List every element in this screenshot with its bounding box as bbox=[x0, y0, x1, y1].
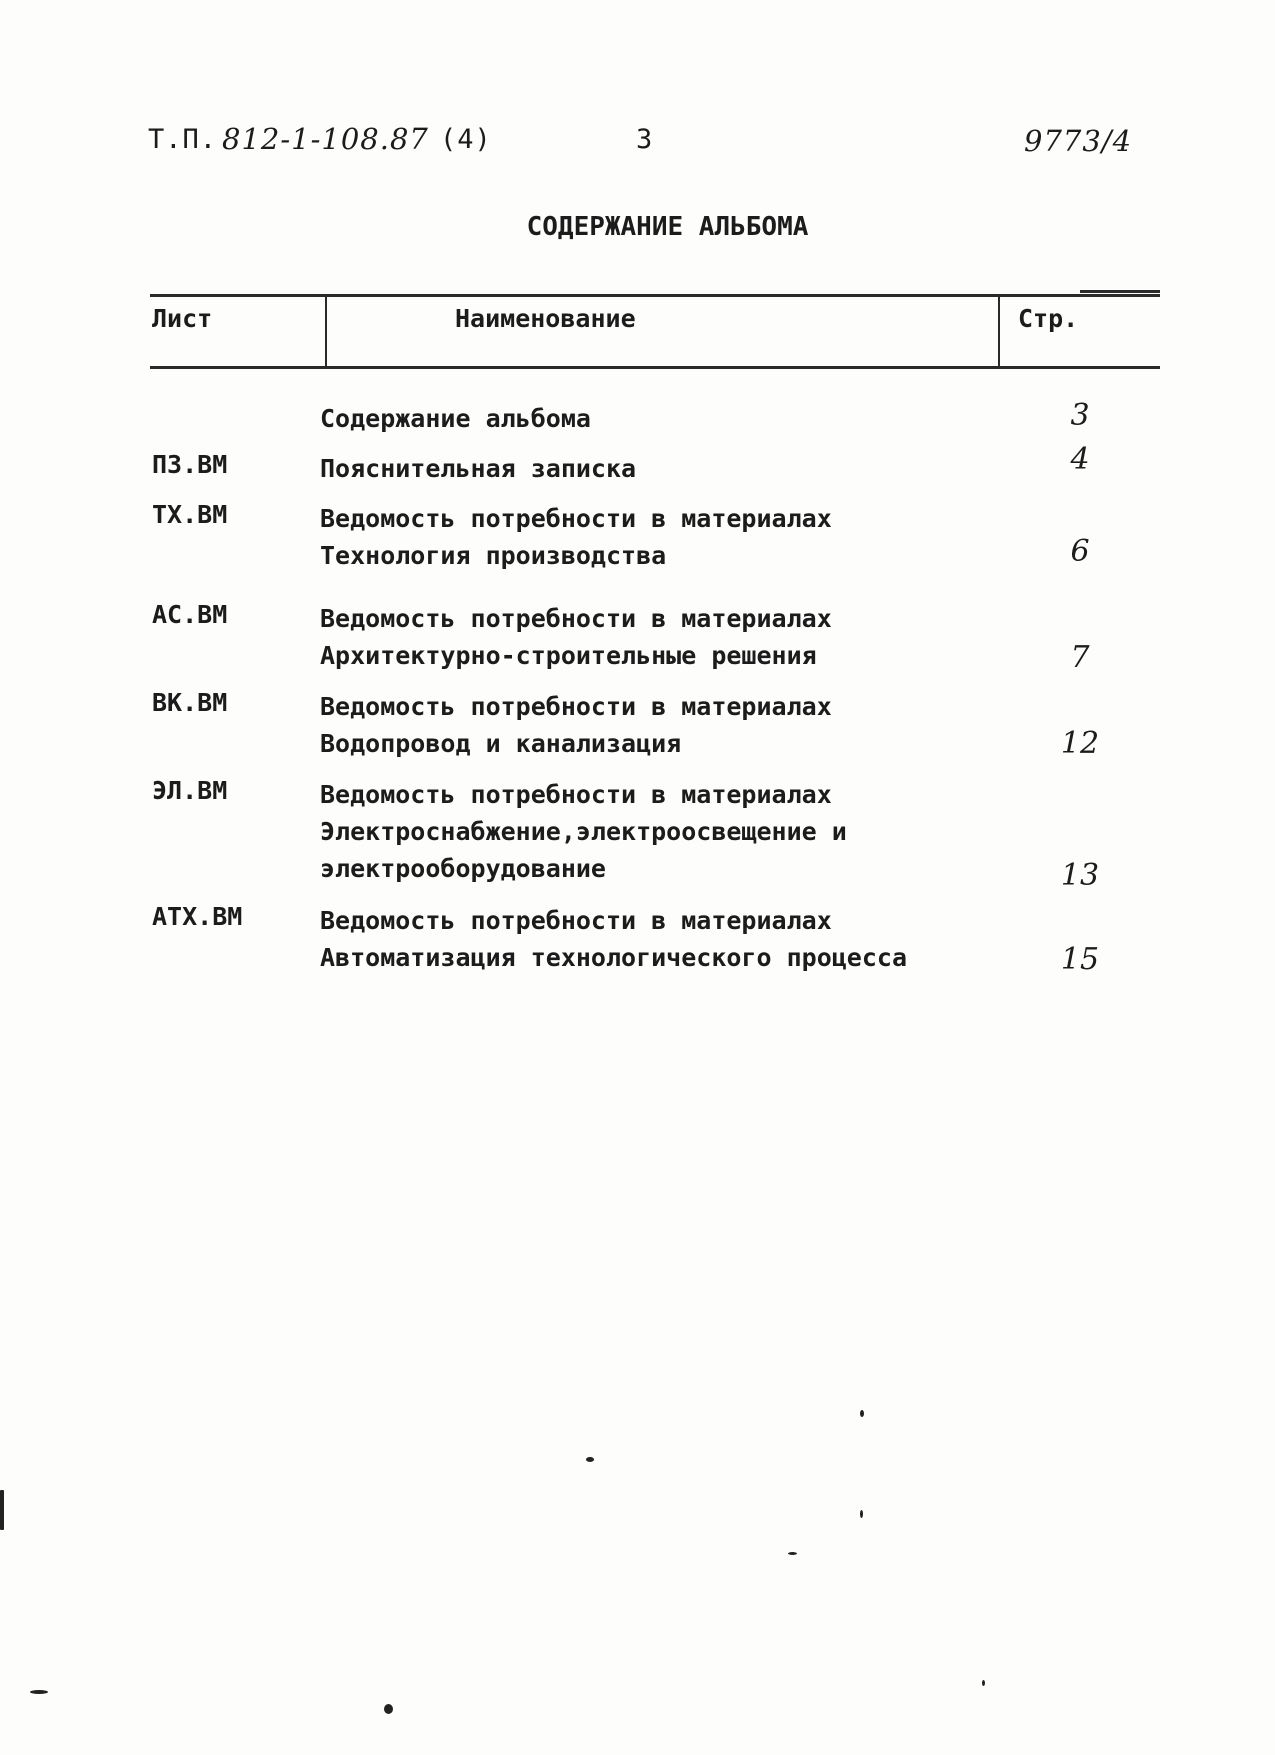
document-title: СОДЕРЖАНИЕ АЛЬБОМА bbox=[526, 212, 809, 242]
scan-speck bbox=[30, 1690, 48, 1694]
row-name-line: Электроснабжение,электроосвещение и bbox=[320, 817, 847, 846]
row-code: ЭЛ.ВМ bbox=[152, 776, 228, 805]
archive-number: 9773/4 bbox=[1024, 124, 1133, 158]
row-name-line: Ведомость потребности в материалах bbox=[320, 692, 832, 721]
row-name-line: Ведомость потребности в материалах bbox=[320, 780, 832, 809]
row-name-line: Автоматизация технологического процесса bbox=[320, 943, 907, 972]
page-number: 3 bbox=[636, 124, 654, 155]
row-name-line: Технология производства bbox=[320, 541, 667, 570]
row-name bbox=[320, 902, 907, 976]
column-header-name: Наименование bbox=[455, 304, 636, 333]
row-code: АС.ВМ bbox=[152, 600, 228, 629]
scan-speck bbox=[788, 1552, 797, 1555]
row-name bbox=[320, 450, 636, 487]
column-divider-1 bbox=[325, 296, 327, 366]
row-code: ТХ.ВМ bbox=[152, 500, 228, 529]
scan-speck bbox=[384, 1704, 393, 1714]
row-name bbox=[320, 500, 832, 574]
row-name-line: электрооборудование bbox=[320, 854, 606, 883]
column-header-sheet: Лист bbox=[152, 304, 213, 333]
scan-speck bbox=[860, 1410, 864, 1417]
scan-speck bbox=[586, 1457, 594, 1462]
row-name bbox=[320, 400, 591, 437]
table-top-rule bbox=[150, 294, 1160, 297]
table-top-rule-right bbox=[1080, 290, 1160, 293]
row-name-line: Архитектурно-строительные решения bbox=[320, 641, 817, 670]
row-page: 6 bbox=[1070, 534, 1090, 569]
row-name-line: Ведомость потребности в материалах bbox=[320, 504, 832, 533]
volume-number: (4) bbox=[440, 124, 492, 155]
scan-speck bbox=[982, 1680, 985, 1686]
row-name-line: Ведомость потребности в материалах bbox=[320, 906, 832, 935]
row-code: ПЗ.ВМ bbox=[152, 450, 228, 479]
row-page: 4 bbox=[1070, 442, 1090, 477]
column-divider-2 bbox=[998, 294, 1000, 366]
row-page: 13 bbox=[1060, 858, 1100, 893]
row-name-line: Ведомость потребности в материалах bbox=[320, 604, 832, 633]
row-page: 12 bbox=[1060, 726, 1100, 761]
project-number: 812-1-108.87 bbox=[222, 122, 429, 156]
column-header-page: Стр. bbox=[1018, 304, 1079, 333]
scan-speck bbox=[860, 1510, 863, 1518]
row-name bbox=[320, 688, 832, 762]
row-page: 15 bbox=[1060, 942, 1100, 977]
header-prefix: Т.П. bbox=[148, 124, 218, 155]
row-page: 7 bbox=[1070, 640, 1090, 675]
row-name-line: Водопровод и канализация bbox=[320, 729, 682, 758]
table-header-bottom-rule bbox=[150, 366, 1160, 369]
row-code: ВК.ВМ bbox=[152, 688, 228, 717]
scan-edge-mark bbox=[0, 1490, 4, 1530]
row-name-line: Содержание альбома bbox=[320, 404, 591, 433]
row-name bbox=[320, 600, 832, 674]
row-name bbox=[320, 776, 847, 887]
row-name-line: Пояснительная записка bbox=[320, 454, 637, 483]
row-page: 3 bbox=[1070, 398, 1090, 433]
row-code: АТХ.ВМ bbox=[152, 902, 243, 931]
